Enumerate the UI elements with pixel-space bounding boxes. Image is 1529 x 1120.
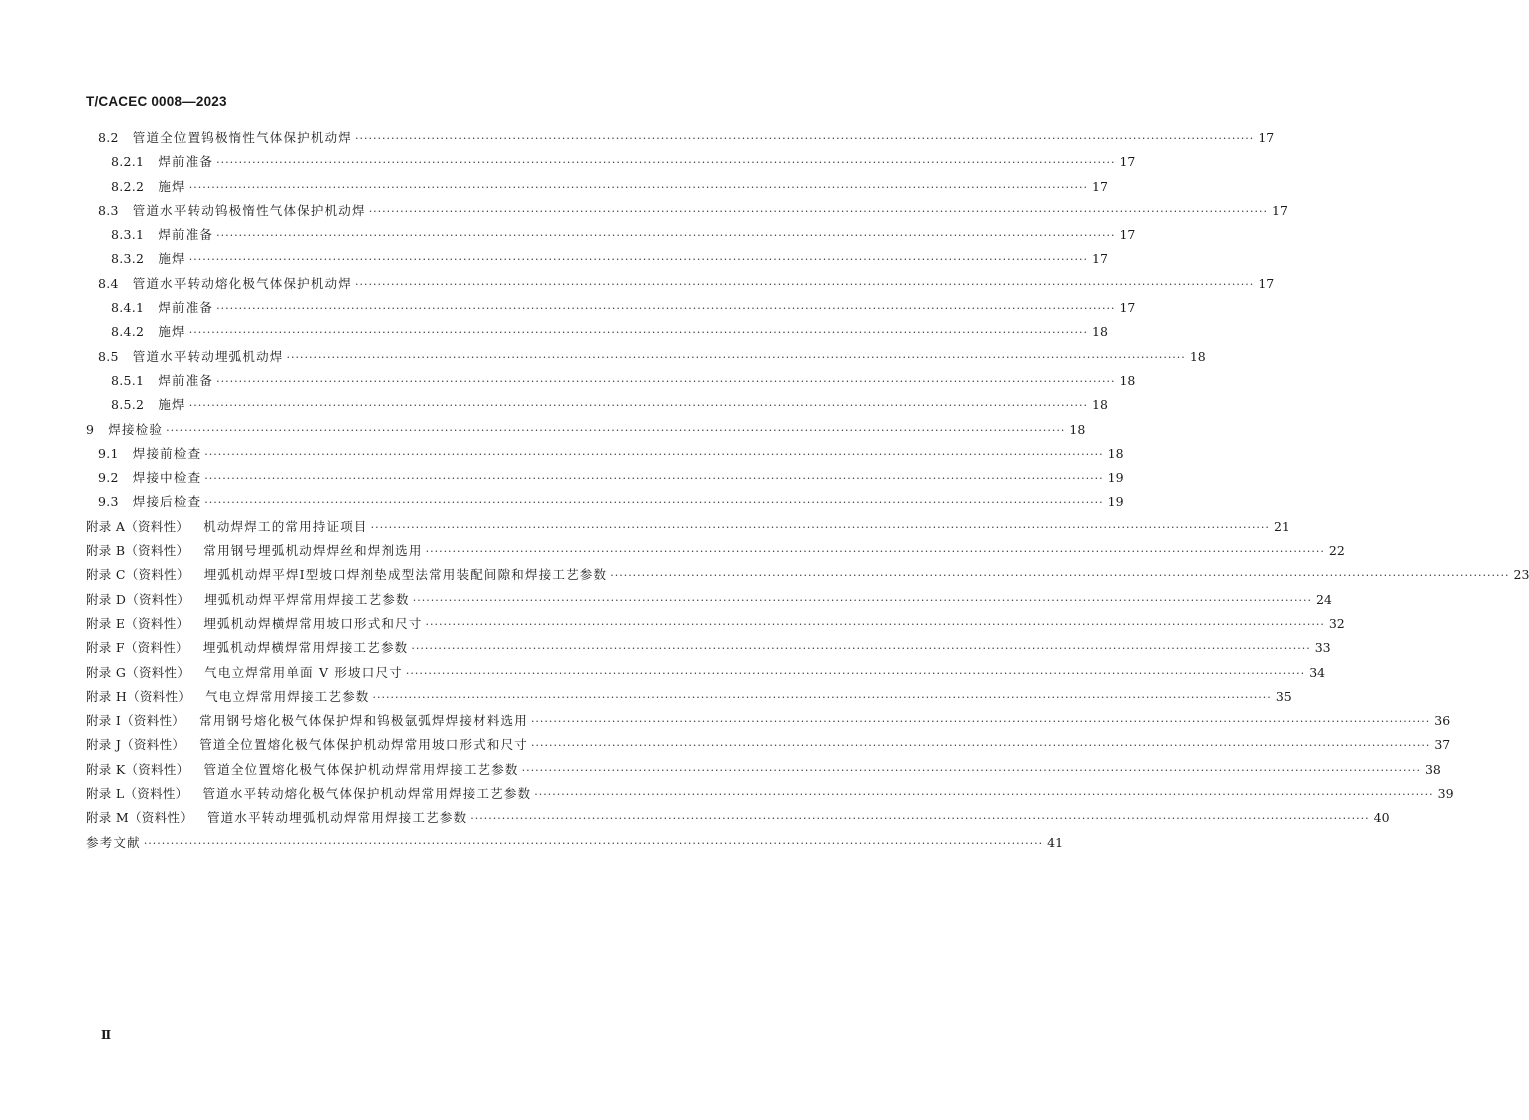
toc-dot-leader: ········································································································································································································ xyxy=(188,180,1089,194)
toc-entry[interactable] xyxy=(86,369,1136,393)
toc-entry-page: 18 xyxy=(1189,348,1206,364)
toc-entry-page: 17 xyxy=(1119,300,1136,316)
toc-entry-page: 41 xyxy=(1047,834,1064,850)
toc-entry[interactable] xyxy=(86,782,1454,806)
toc-entry-number: 8.3 xyxy=(98,202,119,218)
toc-entry-page: 18 xyxy=(1119,372,1136,388)
toc-entry-page: 22 xyxy=(1328,543,1345,559)
toc-entry[interactable] xyxy=(86,563,1529,587)
toc-entry-title: 埋弧机动焊平焊常用焊接工艺参数 xyxy=(204,591,410,607)
toc-entry-number: 8.5.2 xyxy=(111,397,145,413)
toc-entry-number: 8.5.1 xyxy=(111,372,145,388)
toc-dot-leader: ········································································································································································································ xyxy=(216,156,1116,170)
toc-entry[interactable] xyxy=(86,345,1206,369)
toc-entry[interactable] xyxy=(86,685,1292,709)
toc-entry-page: 39 xyxy=(1437,786,1454,802)
toc-entry-title: 埋弧机动焊横焊常用焊接工艺参数 xyxy=(202,640,409,656)
toc-entry[interactable] xyxy=(86,758,1441,782)
toc-entry[interactable] xyxy=(86,588,1332,612)
toc-entry-page: 19 xyxy=(1107,470,1124,486)
toc-entry-page: 23 xyxy=(1513,567,1529,583)
toc-dot-leader: ········································································································································································································ xyxy=(166,423,1066,437)
toc-entry-number: 8.2.2 xyxy=(111,178,145,194)
toc-entry-page: 18 xyxy=(1069,421,1086,437)
toc-entry[interactable] xyxy=(86,296,1136,320)
toc-entry-title: 参考文献 xyxy=(86,834,141,850)
toc-entry-title: 焊接中检查 xyxy=(132,470,202,486)
toc-dot-leader: ········································································································································································································ xyxy=(216,374,1116,388)
toc-entry-number: 附录 G（资料性） xyxy=(86,664,191,680)
toc-entry-number: 附录 K（资料性） xyxy=(86,761,190,777)
toc-dot-leader: ········································································································································································································ xyxy=(470,812,1370,826)
toc-entry-title: 管道水平转动埋弧机动焊常用焊接工艺参数 xyxy=(206,810,468,826)
toc-dot-leader: ········································································································································································································ xyxy=(411,642,1311,656)
toc-dot-leader: ········································································································································································································ xyxy=(204,472,1104,486)
toc-entry-page: 17 xyxy=(1258,130,1275,145)
toc-entry-page: 37 xyxy=(1434,737,1451,753)
toc-entry-number: 8.2.1 xyxy=(111,154,145,170)
toc-entry-page: 17 xyxy=(1272,202,1288,218)
toc-entry-page: 21 xyxy=(1273,518,1290,534)
toc-entry-page: 17 xyxy=(1119,227,1136,243)
toc-dot-leader: ········································································································································································································ xyxy=(534,788,1434,802)
toc-entry-title: 焊接后检查 xyxy=(132,494,202,510)
toc-dot-leader: ········································································································································································································ xyxy=(354,132,1255,145)
toc-dot-leader: ········································································································································································································ xyxy=(412,593,1313,607)
toc-dot-leader: ········································································································································································································ xyxy=(204,447,1104,461)
toc-entry-title: 管道水平转动埋弧机动焊 xyxy=(132,348,284,364)
toc-entry-title: 常用钢号熔化极气体保护焊和钨极氩弧焊焊接材料选用 xyxy=(199,713,528,729)
toc-entry-title: 管道水平转动熔化极气体保护机动焊 xyxy=(132,275,352,291)
toc-entry-number: 8.3.2 xyxy=(111,251,145,267)
toc-entry[interactable] xyxy=(86,733,1451,757)
toc-entry-page: 35 xyxy=(1275,688,1292,704)
toc-entry-title: 埋弧机动焊横焊常用坡口形式和尺寸 xyxy=(203,615,423,631)
toc-entry-number: 附录 C（资料性） xyxy=(86,567,190,583)
toc-entry[interactable] xyxy=(86,272,1275,296)
toc-dot-leader: ········································································································································································································ xyxy=(216,302,1116,316)
toc-entry-title: 焊前准备 xyxy=(158,227,214,243)
toc-entry-page: 24 xyxy=(1316,591,1332,607)
toc-entry-page: 34 xyxy=(1309,664,1326,680)
toc-entry-title: 施焊 xyxy=(158,324,186,340)
toc-entry-number: 附录 B（资料性） xyxy=(86,543,190,559)
toc-dot-leader: ········································································································································································································ xyxy=(405,666,1306,680)
toc-entry-page: 17 xyxy=(1258,275,1275,291)
toc-dot-leader: ········································································································································································································ xyxy=(143,836,1044,850)
toc-entry-page: 17 xyxy=(1092,251,1108,267)
toc-dot-leader: ········································································································································································································ xyxy=(354,277,1255,291)
toc-entry-title: 管道水平转动钨极惰性气体保护机动焊 xyxy=(132,202,366,218)
toc-entry-title: 机动焊焊工的常用持证项目 xyxy=(203,518,368,534)
table-of-contents xyxy=(86,126,1529,855)
toc-entry[interactable] xyxy=(86,806,1390,830)
toc-entry-number: 附录 A（资料性） xyxy=(86,518,190,534)
toc-dot-leader: ········································································································································································································ xyxy=(530,715,1431,729)
toc-entry-title: 常用钢号埋弧机动焊焊丝和焊剂选用 xyxy=(203,543,423,559)
toc-entry-title: 焊前准备 xyxy=(158,300,214,316)
toc-entry[interactable] xyxy=(86,320,1108,344)
toc-entry-page: 38 xyxy=(1424,761,1441,777)
toc-entry-page: 17 xyxy=(1092,178,1108,194)
toc-dot-leader: ········································································································································································································ xyxy=(216,229,1116,243)
toc-entry-number: 附录 L（资料性） xyxy=(86,786,189,802)
toc-dot-leader: ········································································································································································································ xyxy=(188,399,1089,413)
page-number: Ⅱ xyxy=(101,1028,112,1042)
toc-entry[interactable] xyxy=(86,612,1345,636)
toc-entry-number: 8.5 xyxy=(98,348,119,364)
toc-dot-leader: ········································································································································································································ xyxy=(372,690,1272,704)
toc-entry-number: 附录 M（资料性） xyxy=(86,810,193,826)
toc-entry-title: 焊前准备 xyxy=(158,372,214,388)
toc-dot-leader: ········································································································································································································ xyxy=(531,739,1431,753)
toc-entry-number: 8.4 xyxy=(98,275,119,291)
toc-dot-leader: ········································································································································································································ xyxy=(188,253,1089,267)
toc-entry-number: 8.4.2 xyxy=(111,324,145,340)
toc-entry-number: 附录 J（资料性） xyxy=(86,737,186,753)
toc-entry[interactable] xyxy=(86,515,1290,539)
toc-entry-title: 焊前准备 xyxy=(158,154,214,170)
toc-entry-number: 8.4.1 xyxy=(111,300,145,316)
toc-entry-title: 气电立焊常用单面 V 形坡口尺寸 xyxy=(204,664,403,680)
toc-entry-number: 8.3.1 xyxy=(111,227,145,243)
toc-dot-leader: ········································································································································································································ xyxy=(521,763,1421,777)
toc-entry[interactable] xyxy=(86,126,1275,150)
toc-entry-page: 40 xyxy=(1373,810,1390,826)
toc-entry-page: 33 xyxy=(1314,640,1331,656)
toc-entry-number: 8.2 xyxy=(98,130,119,145)
toc-entry-title: 管道全位置熔化极气体保护机动焊常用焊接工艺参数 xyxy=(203,761,519,777)
toc-entry-title: 焊接检验 xyxy=(108,421,164,437)
toc-entry[interactable] xyxy=(86,636,1331,660)
toc-entry-page: 36 xyxy=(1434,713,1451,729)
toc-entry[interactable] xyxy=(86,709,1451,733)
toc-entry[interactable] xyxy=(86,539,1345,563)
toc-entry-title: 施焊 xyxy=(158,178,186,194)
toc-entry-number: 附录 D（资料性） xyxy=(86,591,191,607)
toc-entry-title: 管道全位置钨极惰性气体保护机动焊 xyxy=(132,130,352,145)
toc-entry-number: 附录 H（资料性） xyxy=(86,688,192,704)
toc-entry-page: 18 xyxy=(1092,324,1108,340)
toc-entry-title: 气电立焊常用焊接工艺参数 xyxy=(205,688,370,704)
toc-entry-page: 18 xyxy=(1092,397,1108,413)
toc-dot-leader: ········································································································································································································ xyxy=(204,496,1104,510)
toc-dot-leader: ········································································································································································································ xyxy=(188,326,1089,340)
toc-dot-leader: ········································································································································································································ xyxy=(368,204,1269,218)
toc-entry-page: 17 xyxy=(1119,154,1136,170)
toc-entry[interactable] xyxy=(86,418,1086,442)
toc-entry[interactable] xyxy=(86,831,1064,855)
toc-dot-leader: ········································································································································································································ xyxy=(610,569,1510,583)
toc-entry-number: 附录 F（资料性） xyxy=(86,640,189,656)
toc-entry-number: 9.2 xyxy=(98,470,119,486)
toc-entry[interactable] xyxy=(86,199,1288,223)
toc-entry-number: 9.1 xyxy=(98,445,119,461)
toc-dot-leader: ········································································································································································································ xyxy=(425,545,1325,559)
toc-entry-page: 19 xyxy=(1107,494,1124,510)
toc-entry[interactable] xyxy=(86,393,1108,417)
toc-entry-title: 管道全位置熔化极气体保护机动焊常用坡口形式和尺寸 xyxy=(199,737,528,753)
toc-entry-number: 9.3 xyxy=(98,494,119,510)
toc-entry[interactable] xyxy=(86,490,1124,514)
toc-entry-number: 附录 I（资料性） xyxy=(86,713,186,729)
toc-entry-number: 附录 E（资料性） xyxy=(86,615,190,631)
toc-entry[interactable] xyxy=(86,175,1108,199)
toc-dot-leader: ········································································································································································································ xyxy=(286,350,1186,364)
toc-entry[interactable] xyxy=(86,466,1124,490)
toc-entry[interactable] xyxy=(86,150,1136,174)
toc-dot-leader: ········································································································································································································ xyxy=(425,617,1325,631)
toc-entry-title: 施焊 xyxy=(158,251,186,267)
toc-entry[interactable] xyxy=(86,442,1124,466)
toc-entry-title: 焊接前检查 xyxy=(132,445,202,461)
toc-entry-title: 施焊 xyxy=(158,397,186,413)
toc-entry-title: 管道水平转动熔化极气体保护机动焊常用焊接工艺参数 xyxy=(202,786,532,802)
toc-entry[interactable] xyxy=(86,247,1108,271)
toc-dot-leader: ········································································································································································································ xyxy=(370,520,1270,534)
toc-entry-page: 18 xyxy=(1107,445,1124,461)
document-code: T/CACEC 0008—2023 xyxy=(86,94,227,109)
toc-entry[interactable] xyxy=(86,661,1326,685)
toc-entry[interactable] xyxy=(86,223,1136,247)
toc-entry-title: 埋弧机动焊平焊Ⅰ型坡口焊剂垫成型法常用装配间隙和焊接工艺参数 xyxy=(203,567,608,583)
toc-entry-number: 9 xyxy=(86,421,95,437)
toc-entry-page: 32 xyxy=(1328,615,1345,631)
